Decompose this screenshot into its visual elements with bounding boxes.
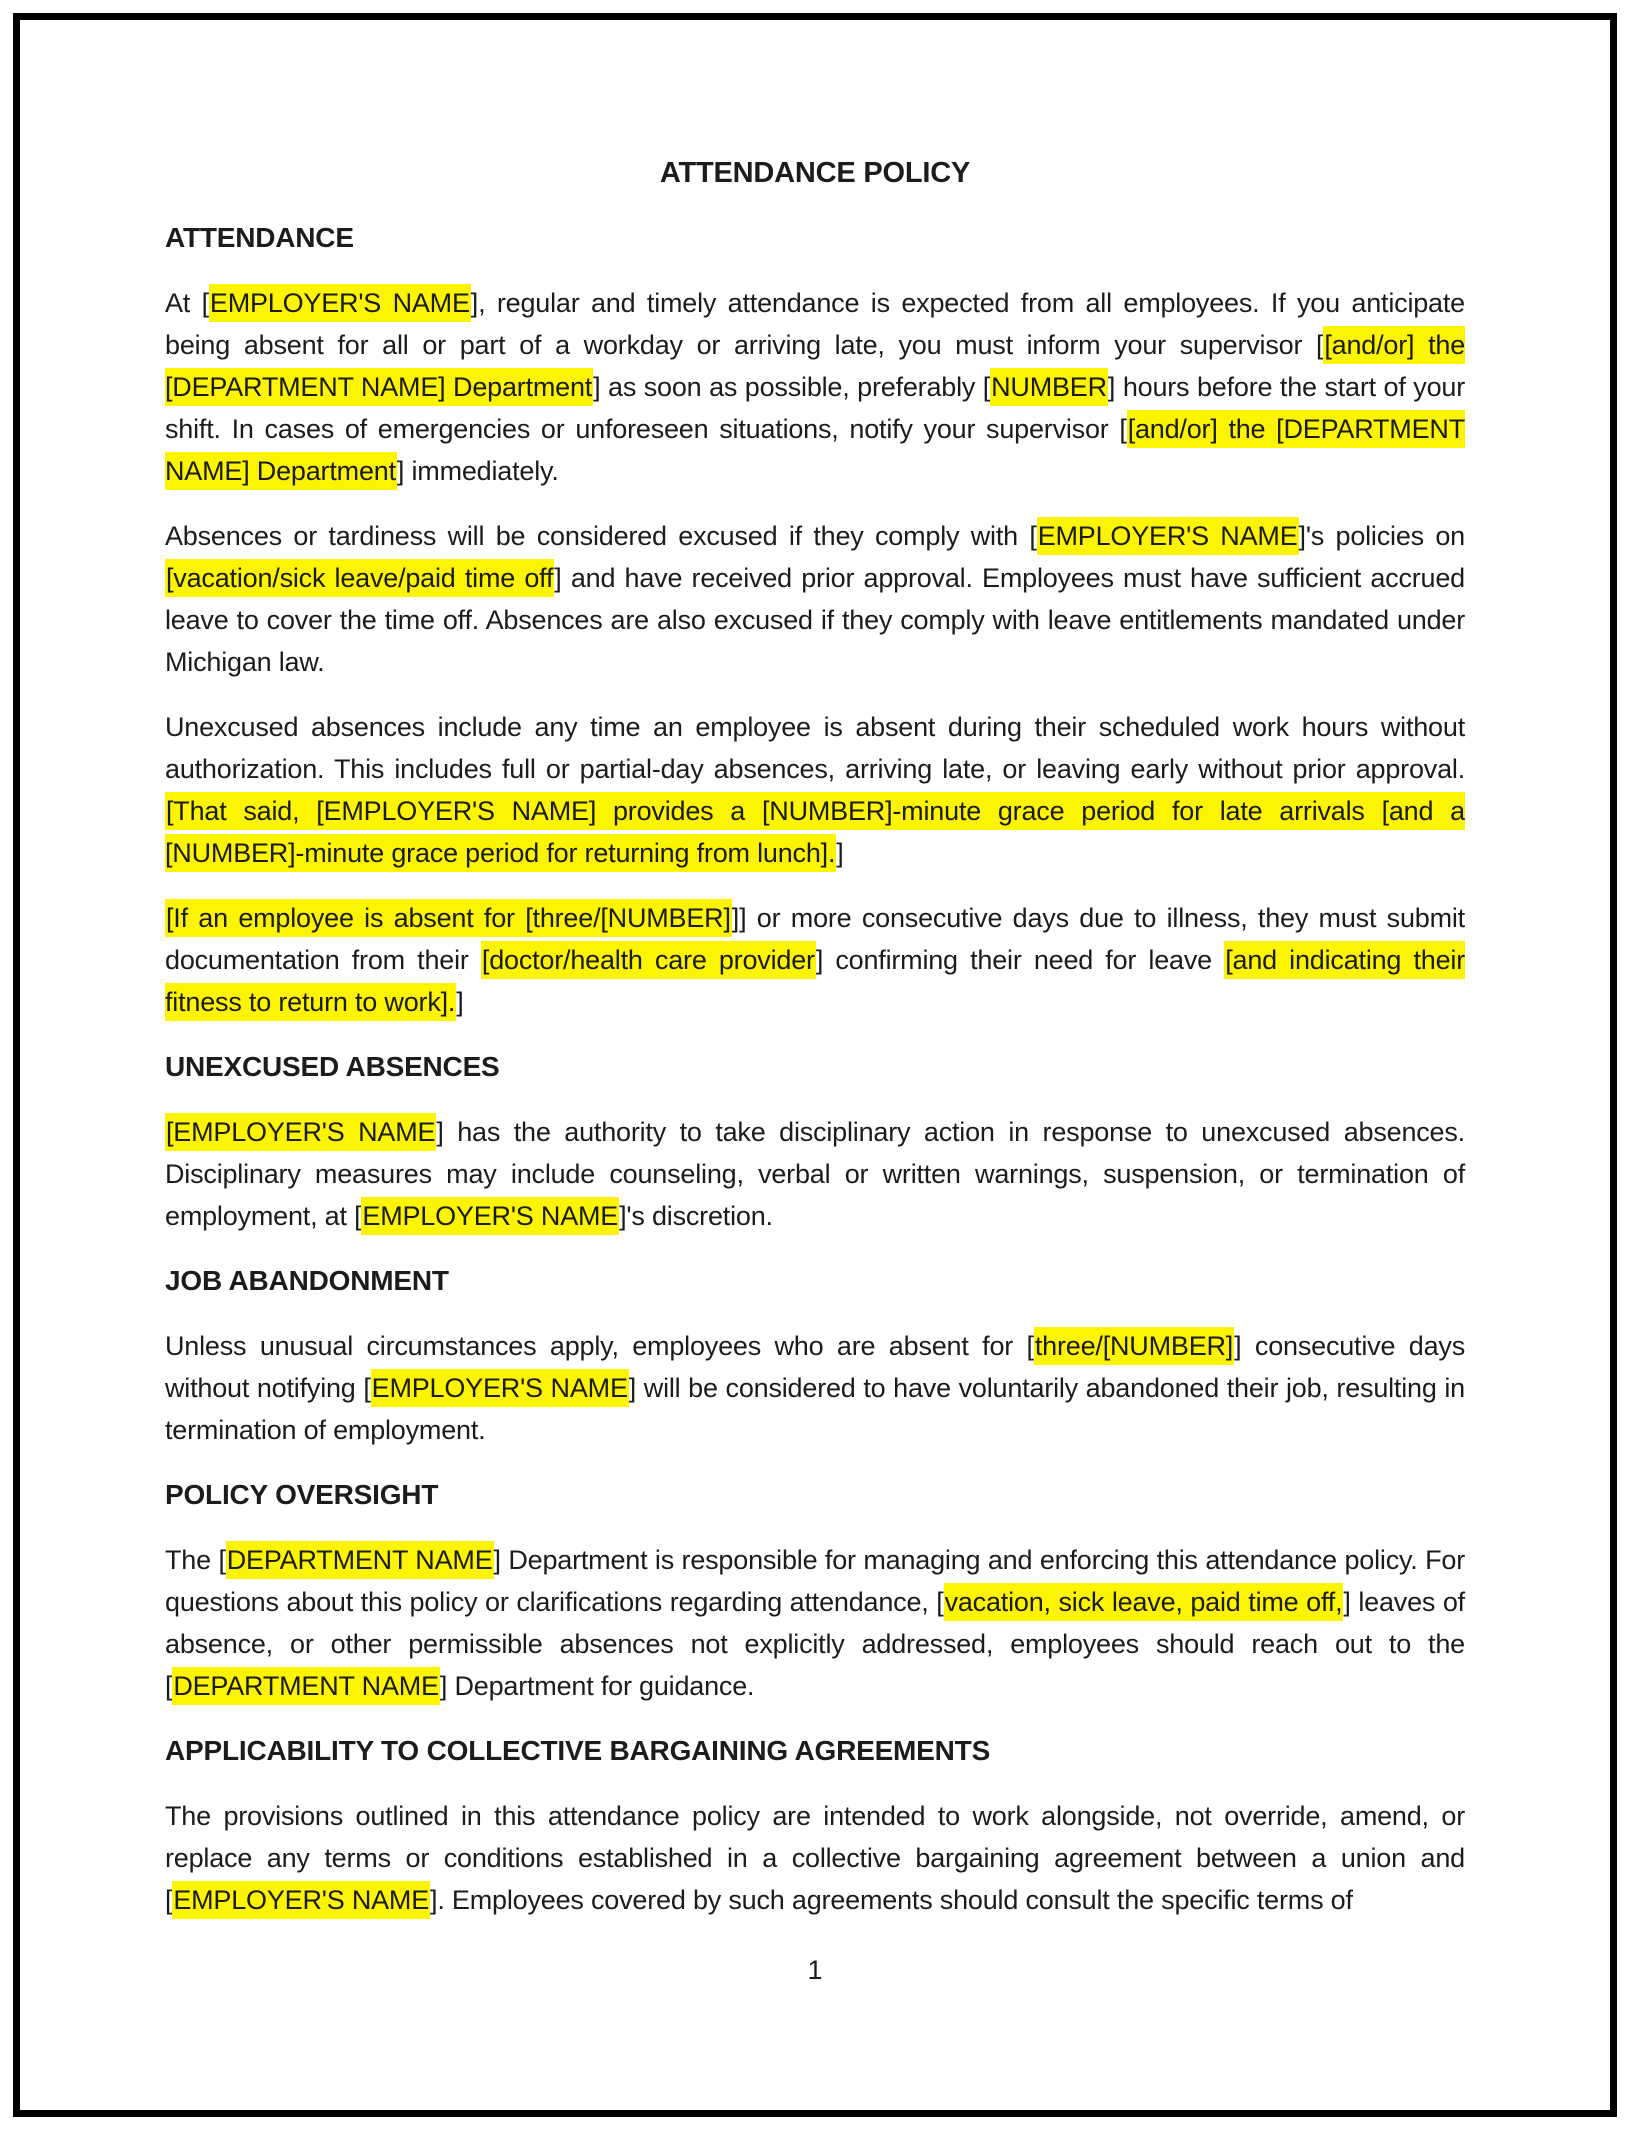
paragraph: Absences or tardiness will be considered excused if they comply with [EMPLOYER'S NAME]'s policies on [vacation/sick leave/paid time off] and have received prior approval. Employees must have sufficient accrued leave to cover the time off. Absences are also excused if they comply with leave entitlements mandated under Michigan law. [165,515,1465,683]
paragraph: The provisions outlined in this attendance policy are intended to work alongside, not override, amend, or replace any terms or conditions established in a collective bargaining agreement between a union and [EMPLOYER'S NAME]. Employees covered by such agreements should consult the specific terms of [165,1795,1465,1921]
highlighted-placeholder: [and/or] the [DEPARTMENT NAME] Department [165,410,1465,490]
highlighted-placeholder: DEPARTMENT NAME [172,1667,440,1705]
highlighted-placeholder: [That said, [EMPLOYER'S NAME] provides a [NUMBER]-minute grace period for late arrivals [and a [NUMBER]-minute grace period for returning from lunch]. [165,792,1465,872]
highlighted-placeholder: [vacation/sick leave/paid time off [165,559,554,597]
highlighted-placeholder: DEPARTMENT NAME [226,1541,494,1579]
highlighted-placeholder: [and indicating their fitness to return to work]. [165,941,1465,1021]
section-heading: UNEXCUSED ABSENCES [165,1051,500,1082]
paragraph: Unexcused absences include any time an employee is absent during their scheduled work hours without authorization. This includes full or partial-day absences, arriving late, or leaving early without prior approval. [That said, [EMPLOYER'S NAME] provides a [NUMBER]-minute grace period for late arrivals [and a [NUMBER]-minute grace period for returning from lunch].] [165,706,1465,874]
paragraph: [If an employee is absent for [three/[NUMBER]]] or more consecutive days due to illness, they must submit documentation from their [doctor/health care provider] confirming their need for leave [and indicating their fitness to return to work].] [165,897,1465,1023]
highlighted-placeholder: EMPLOYER'S NAME [209,284,471,322]
highlighted-placeholder: [and/or] the [DEPARTMENT NAME] Department [165,326,1465,406]
highlighted-placeholder: EMPLOYER'S NAME [1037,517,1299,555]
highlighted-placeholder: [If an employee is absent for [three/[NUMBER] [165,899,732,937]
document-content [165,0,1465,1921]
section-heading: POLICY OVERSIGHT [165,1479,439,1510]
section-heading: APPLICABILITY TO COLLECTIVE BARGAINING AGREEMENTS [165,1735,991,1766]
paragraph: The [DEPARTMENT NAME] Department is responsible for managing and enforcing this attendance policy. For questions about this policy or clarifications regarding attendance, [vacation, sick leave, paid time off,] leaves of absence, or other permissible absences not explicitly addressed, employees should reach out to the [DEPARTMENT NAME] Department for guidance. [165,1539,1465,1707]
paragraph: Unless unusual circumstances apply, employees who are absent for [three/[NUMBER]] consecutive days without notifying [EMPLOYER'S NAME] will be considered to have voluntarily abandoned their job, resulting in termination of employment. [165,1325,1465,1451]
section-heading: ATTENDANCE [165,222,354,253]
page-number: 1 [807,1955,823,1985]
highlighted-placeholder: EMPLOYER'S NAME [361,1197,619,1235]
highlighted-placeholder: NUMBER [990,368,1108,406]
highlighted-placeholder: [doctor/health care provider [481,941,816,979]
highlighted-placeholder: EMPLOYER'S NAME [371,1369,629,1407]
highlighted-placeholder: three/[NUMBER] [1034,1327,1234,1365]
highlighted-placeholder: EMPLOYER'S NAME [172,1881,430,1919]
highlighted-placeholder: vacation, sick leave, paid time off, [944,1583,1344,1621]
highlighted-placeholder: [EMPLOYER'S NAME [165,1113,436,1151]
document-title: ATTENDANCE POLICY [659,157,971,189]
section-heading: JOB ABANDONMENT [165,1265,449,1296]
paragraph: At [EMPLOYER'S NAME], regular and timely attendance is expected from all employees. If you anticipate being absent for all or part of a workday or arriving late, you must inform your supervisor [[and/or] the [DEPARTMENT NAME] Department] as soon as possible, preferably [NUMBER] hours before the start of your shift. In cases of emergencies or unforeseen situations, notify your supervisor [[and/or] the [DEPARTMENT NAME] Department] immediately. [165,282,1465,492]
paragraph: [EMPLOYER'S NAME] has the authority to take disciplinary action in response to unexcused absences. Disciplinary measures may include counseling, verbal or written warnings, suspension, or termination of employment, at [EMPLOYER'S NAME]'s discretion. [165,1111,1465,1237]
